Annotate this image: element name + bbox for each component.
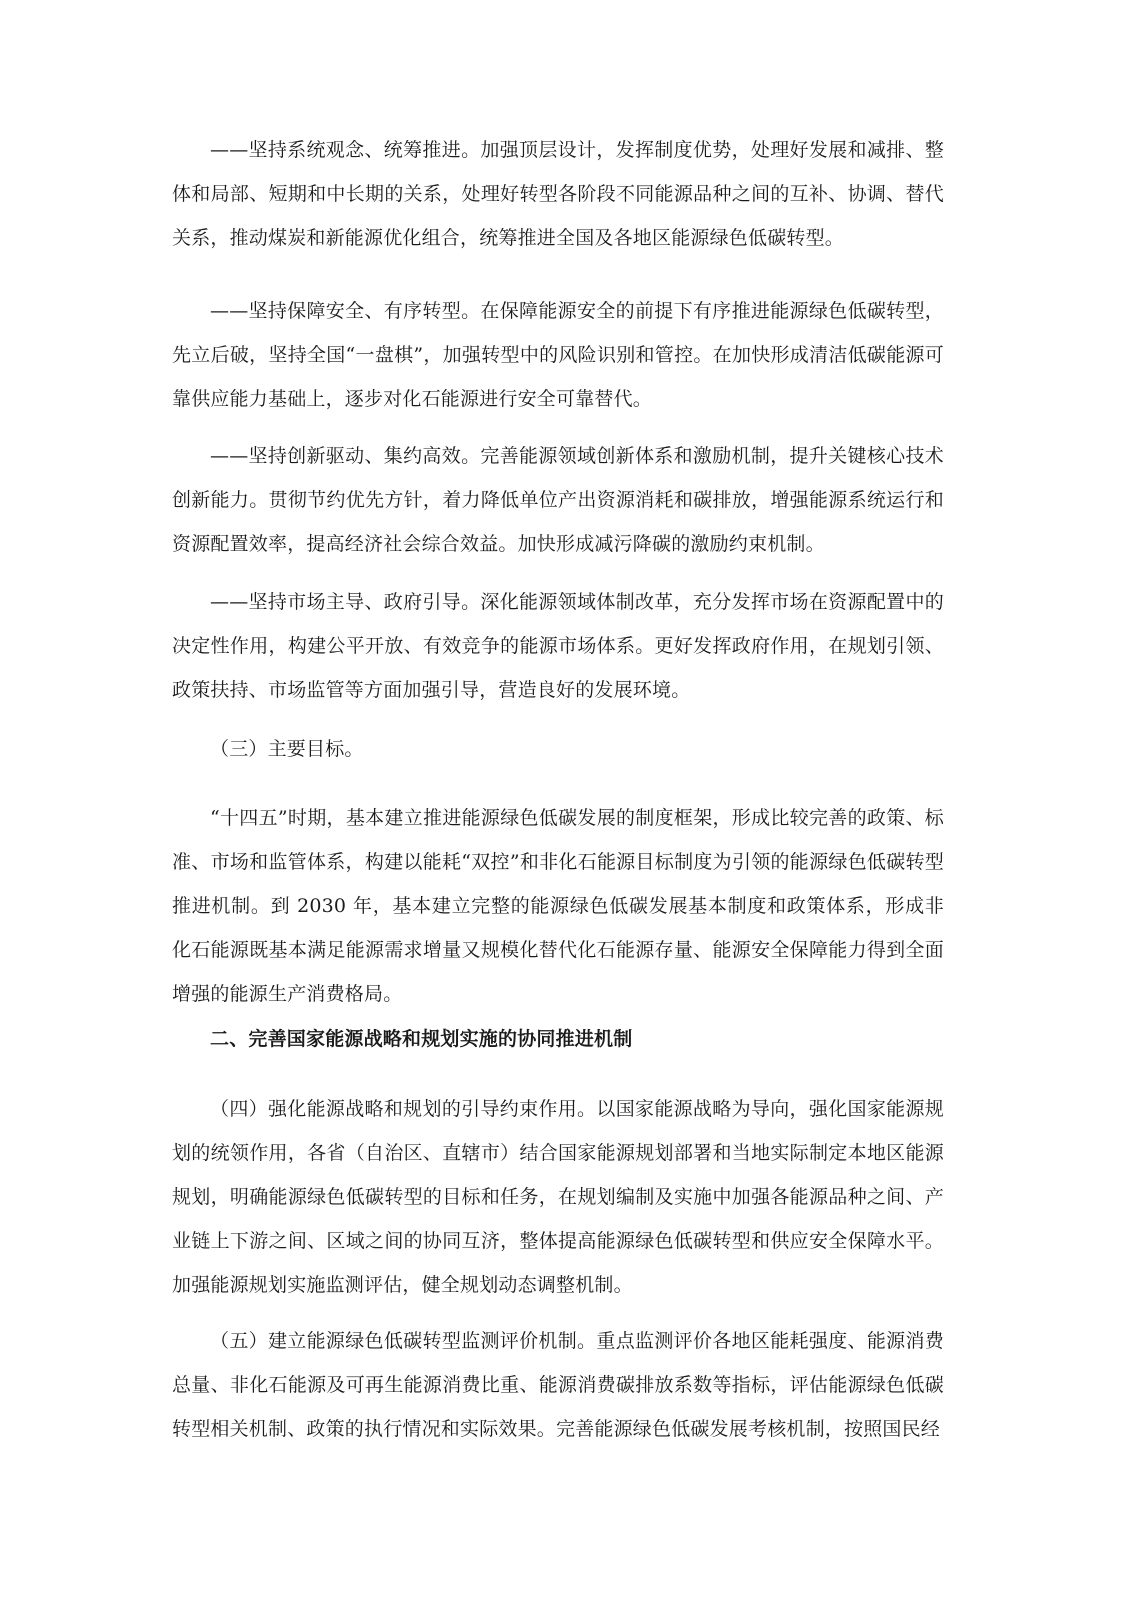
paragraph-strategy-planning: （四）强化能源战略和规划的引导约束作用。以国家能源战略为导向，强化国家能源规划的统领作用，各省（自治区、直辖市）结合国家能源规划部署和当地实际制定本地区能源规划，明确能源绿色低碳转型的目标和任务，在规划编制及实施中加强各能源品种之间、产业链上下游之间、区域之间的协同互济，整体提高能源绿色低碳转型和供应安全保障水平。加强能源规划实施监测评估，健全规划动态调整机制。	[172, 1098, 944, 1296]
section-heading-2: 二、完善国家能源战略和规划实施的协同推进机制	[210, 1028, 633, 1050]
paragraph-innovation: ——坚持创新驱动、集约高效。完善能源领域创新体系和激励机制，提升关键核心技术创新能力。贯彻节约优先方针，着力降低单位产出资源消耗和碳排放，增强能源系统运行和资源配置效率，提高经济社会综合效益。加快形成减污降碳的激励约束机制。	[172, 445, 944, 555]
paragraph-main-targets: “十四五”时期，基本建立推进能源绿色低碳发展的制度框架，形成比较完善的政策、标准、市场和监管体系，构建以能耗“双控”和非化石能源目标制度为引领的能源绿色低碳转型推进机制。到 2030 年，基本建立完整的能源绿色低碳发展基本制度和政策体系，形成非化石能源既基本满足能源需求增量又规模化替代化石能源存量、能源安全保障能力得到全面增强的能源生产消费格局。	[172, 807, 944, 1005]
paragraph-monitoring-evaluation: （五）建立能源绿色低碳转型监测评价机制。重点监测评价各地区能耗强度、能源消费总量、非化石能源及可再生能源消费比重、能源消费碳排放系数等指标，评估能源绿色低碳转型相关机制、政策的执行情况和实际效果。完善能源绿色低碳发展考核机制，按照国民经	[172, 1330, 944, 1440]
paragraph-security-transition: ——坚持保障安全、有序转型。在保障能源安全的前提下有序推进能源绿色低碳转型，先立后破，坚持全国“一盘棋”，加强转型中的风险识别和管控。在加快形成清洁低碳能源可靠供应能力基础上，逐步对化石能源进行安全可靠替代。	[172, 300, 944, 410]
paragraph-system-concept: ——坚持系统观念、统筹推进。加强顶层设计，发挥制度优势，处理好发展和减排、整体和局部、短期和中长期的关系，处理好转型各阶段不同能源品种之间的互补、协调、替代关系，推动煤炭和新能源优化组合，统筹推进全国及各地区能源绿色低碳转型。	[172, 139, 944, 249]
subheading-main-targets: （三）主要目标。	[210, 738, 364, 760]
paragraph-market-government: ——坚持市场主导、政府引导。深化能源领域体制改革，充分发挥市场在资源配置中的决定性作用，构建公平开放、有效竞争的能源市场体系。更好发挥政府作用，在规划引领、政策扶持、市场监管等方面加强引导，营造良好的发展环境。	[172, 591, 944, 701]
